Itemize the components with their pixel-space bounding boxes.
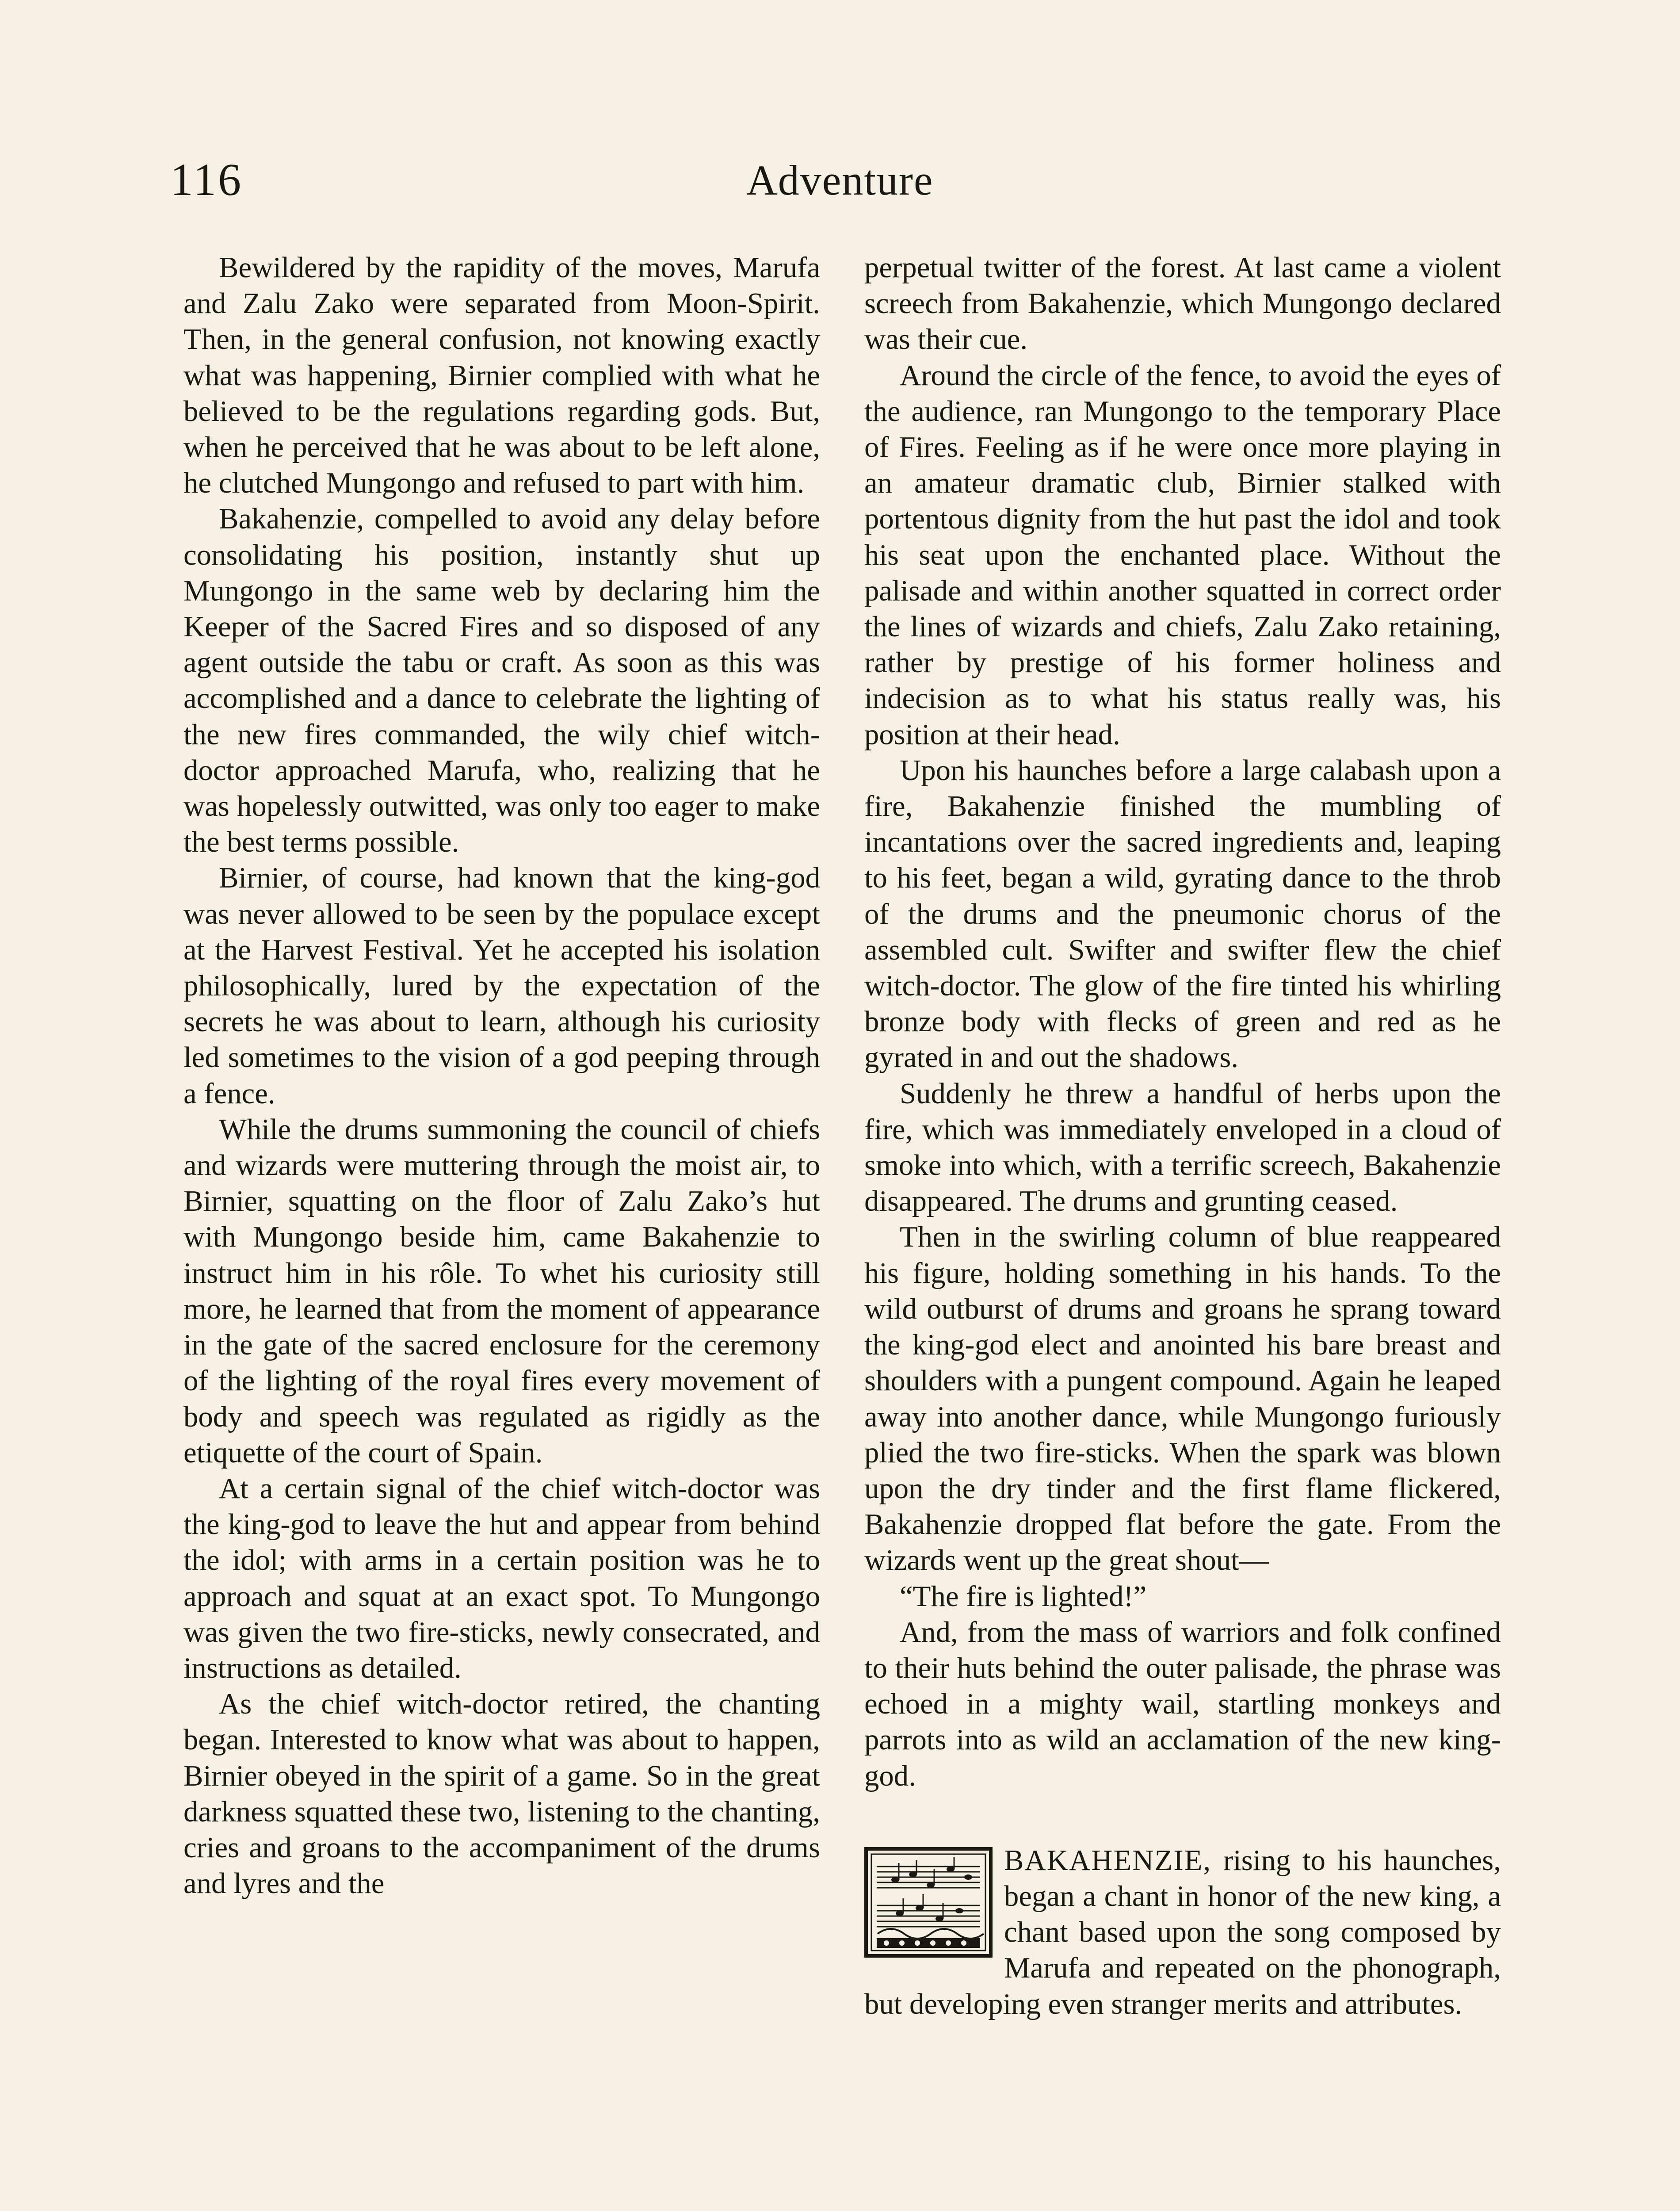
paragraph: And, from the mass of warriors and folk confined to their huts behind the outer palisade, the phrase was echoed in a mighty wail, startling monkeys and parrots into as wild an acclamation of the new king-god. [864,1615,1501,1792]
paragraph: Birnier, of course, had known that the king-god was never allowed to be seen by the populace except at the Harvest Festival. Yet he accepted his isolation philosophically, lured by the expectation of the secrets he was about to learn, although his curiosity led sometimes to the vision of a god peeping through a fence. [183,861,820,1110]
left-column [183,250,820,1901]
paragraph: Then in the swirling column of blue reappeared his figure, holding something in his hands. To the wild outburst of drums and groans he sprang toward the king-god elect and anointed his bare breast and shoulders with a pungent compound. Again he leaped away into another dance, while Mungongo furiously plied the two fire-sticks. When the spark was blown upon the dry tinder and the first flame flickered, Bakahenzie dropped flat before the gate. From the wizards went up the great shout— [864,1220,1501,1577]
paragraph: While the drums summoning the council of chiefs and wizards were muttering through the moist air, to Birnier, squatting on the floor of Zalu Zako’s hut with Mungongo beside him, came Bakahenzie to instruct him in his rôle. To whet his curiosity still more, he learned that from the moment of appearance in the gate of the sacred enclosure for the ceremony of the lighting of the royal fires every movement of body and speech was regulated as rigidly as the etiquette of the court of Spain. [183,1113,820,1469]
paragraph-quote: “The fire is lighted!” [900,1580,1147,1613]
page-number: 116 [170,154,243,205]
section-opening-word: BAKAHENZIE, [1004,1844,1212,1877]
right-column [864,250,1501,2022]
paragraph: Upon his haunches before a large calabash upon a fire, Bakahenzie finished the mumbling of incantations over the sacred ingredients and, leaping to his feet, began a wild, gyrating dance to the throb of the drums and the pneumonic chorus of the assembled cult. Swifter and swifter flew the chief witch-doctor. The glow of the fire tinted his whirling bronze body with flecks of green and red as he gyrated in and out the shadows. [864,754,1501,1074]
music-score-ornament-icon [864,1847,993,1958]
paragraph: Bakahenzie, compelled to avoid any delay before consolidating his position, instantly shut up Mungongo in the same web by declaring him the Keeper of the Sacred Fires and so disposed of any agent outside the tabu or craft. As soon as this was accomplished and a dance to celebrate the lighting of the new fires commanded, the wily chief witch-doctor approached Marufa, who, realizing that he was hopelessly outwitted, was only too eager to make the best terms possible. [183,502,820,859]
paragraph: At a certain signal of the chief witch-doctor was the king-god to leave the hut and appear from behind the idol; with arms in a certain position was he to approach and squat at an exact spot. To Mungongo was given the two fire-sticks, newly consecrated, and instructions as detailed. [183,1472,820,1684]
paragraph: Suddenly he threw a handful of herbs upon the fire, which was immediately enveloped in a cloud of smoke into which, with a terrific screech, Bakahenzie disappeared. The drums and grunting ceased. [864,1077,1501,1218]
paragraph: Bewildered by the rapidity of the moves, Marufa and Zalu Zako were separated from Moon-Spirit. Then, in the general confusion, not knowing exactly what was happening, Birnier complied with what he believed to be the regulations regarding gods. But, when he perceived that he was about to be left alone, he clutched Mungongo and refused to part with him. [183,251,820,500]
section-opening-paragraph [864,1843,1501,2022]
paragraph-continuation: perpetual twitter of the forest. At last came a violent screech from Bakahenzie, which Mungongo declared was their cue. [864,251,1501,356]
paragraph: As the chief witch-doctor retired, the chanting began. Interested to know what was about to happen, Birnier obeyed in the spirit of a game. So in the great darkness squatted these two, listening to the chanting, cries and groans to the accompaniment of the drums and lyres and the [183,1687,820,1900]
running-head: Adventure [746,157,934,204]
section-opening-text: rising to his haunches, began a chant in honor of the new king, a chant based upon the song composed by Marufa and repeated on the phonograph, but developing even stranger merits and attributes. [864,1844,1501,2020]
paragraph: Around the circle of the fence, to avoid the eyes of the audience, ran Mungongo to the temporary Place of Fires. Feeling as if he were once more playing in an amateur dramatic club, Birnier stalked with portentous dignity from the hut past the idol and took his seat upon the enchanted place. Without the palisade and within another squatted in correct order the lines of wizards and chiefs, Zalu Zako retaining, rather by prestige of his former holiness and indecision as to what his status really was, his position at their head. [864,359,1501,751]
